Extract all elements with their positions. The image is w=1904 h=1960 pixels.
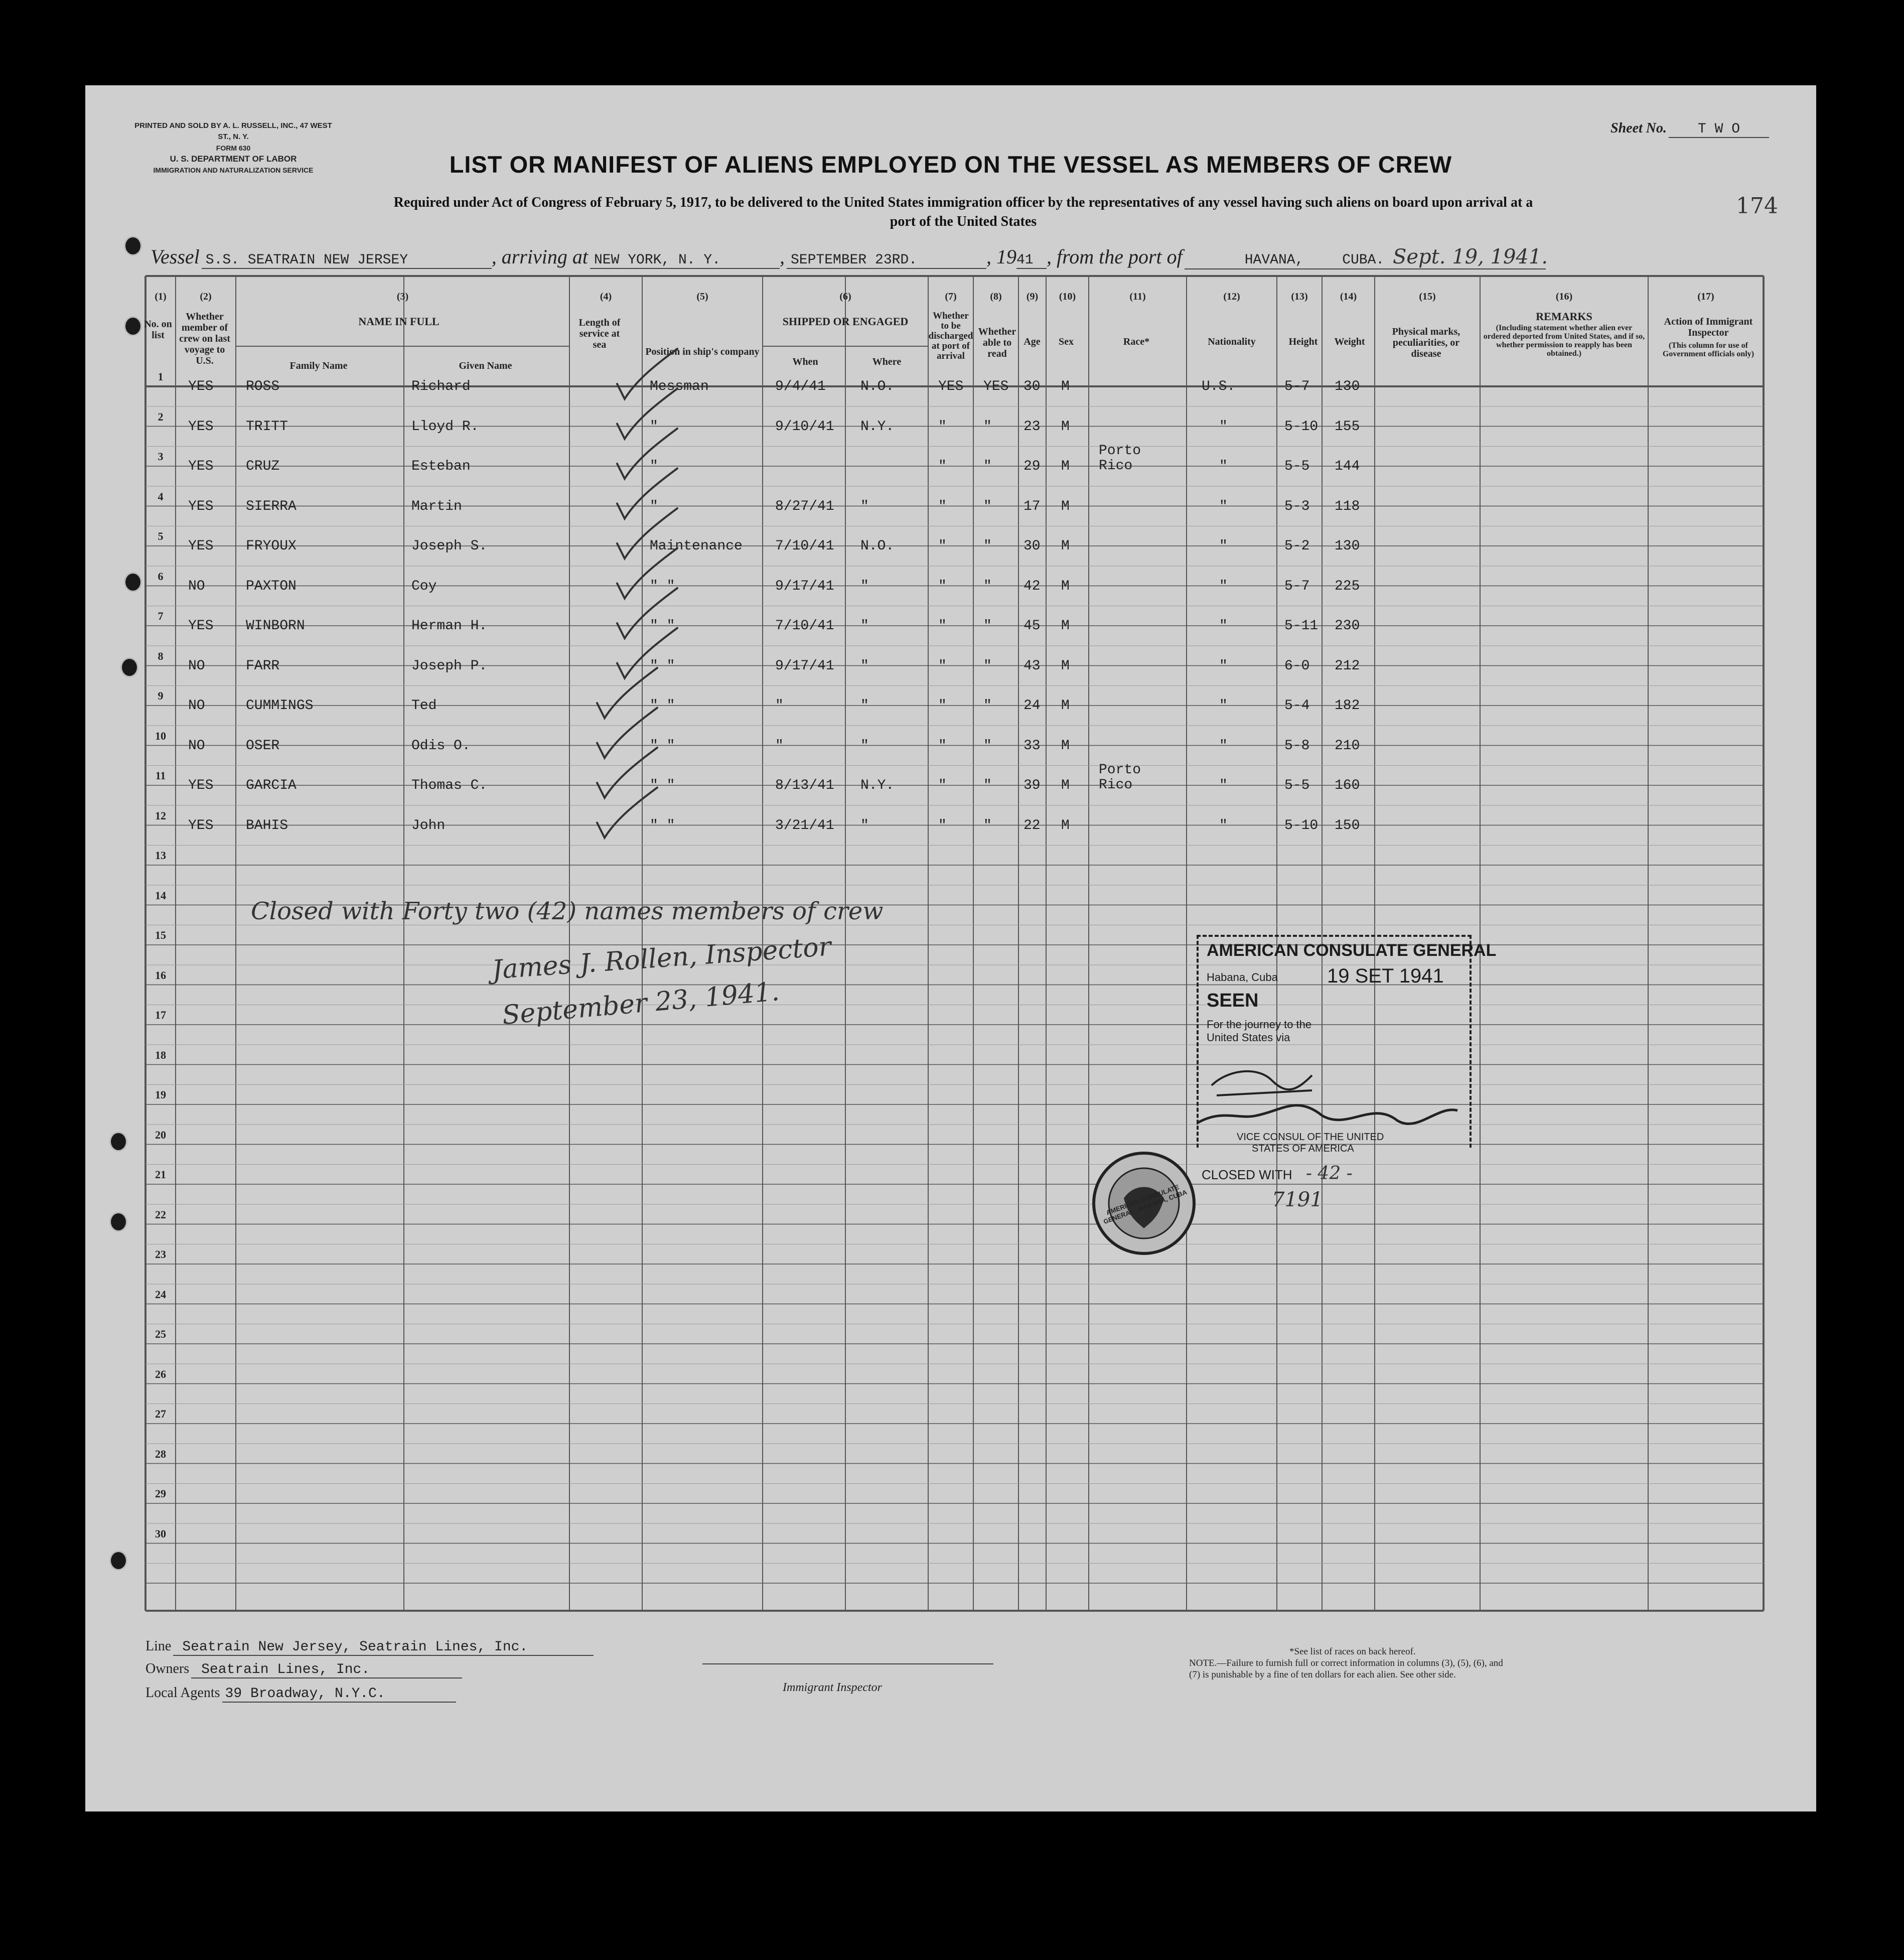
header-no-on-list: No. on list	[144, 319, 172, 341]
age-cell: 43	[1023, 658, 1041, 674]
footer-agents-label: Local Agents	[145, 1685, 220, 1701]
able-to-read-cell: "	[983, 817, 992, 833]
row-number: 19	[155, 1088, 166, 1101]
column-number-15: (15)	[1419, 291, 1436, 302]
position-cell: " "	[650, 698, 675, 714]
footer-line-label: Line	[145, 1638, 172, 1654]
inspector-signature: James J. Rollen, Inspector	[491, 931, 832, 986]
stamp-vice-consul-line-2: STATES OF AMERICA	[1252, 1143, 1354, 1154]
row-number: 16	[155, 968, 166, 982]
header-race: Race*	[1123, 336, 1150, 347]
stamp-journey-line-2: United States via	[1207, 1031, 1290, 1044]
position-cell: " "	[650, 618, 675, 634]
height-cell: 5-7	[1284, 379, 1310, 394]
age-cell: 33	[1023, 738, 1041, 754]
family-name-cell: GARCIA	[246, 778, 297, 793]
stamp-service-number: 7191	[1272, 1188, 1323, 1211]
sex-cell: M	[1061, 618, 1070, 634]
shipped-where-cell: N.O.	[860, 538, 895, 554]
sheet-value: T W O	[1669, 121, 1769, 138]
row-number: 13	[155, 849, 166, 862]
row-number: 4	[158, 490, 164, 503]
header-nationality: Nationality	[1208, 336, 1256, 347]
row-number: 14	[155, 889, 166, 902]
shipped-when-cell: 9/17/41	[775, 658, 834, 674]
binder-hole	[120, 657, 138, 677]
row-number: 24	[155, 1288, 166, 1301]
position-cell: " "	[650, 658, 675, 674]
sex-cell: M	[1061, 459, 1070, 474]
penalty-note-2: (7) is punishable by a fine of ten dollars for each alien. See other side.	[1189, 1669, 1456, 1680]
able-to-read-cell: "	[983, 538, 992, 554]
given-name-cell: Herman H.	[411, 618, 488, 634]
able-to-read-cell: "	[983, 498, 992, 514]
height-cell: 5-10	[1284, 817, 1319, 833]
row-number: 23	[155, 1248, 166, 1261]
column-number-7: (7)	[945, 291, 957, 302]
column-number-8: (8)	[990, 291, 1002, 302]
printer-line-4: IMMIGRATION AND NATURALIZATION SERVICE	[153, 166, 314, 174]
height-cell: 5-7	[1284, 578, 1310, 594]
inspector-date: September 23, 1941.	[501, 976, 781, 1031]
column-number-12: (12)	[1223, 291, 1240, 302]
footer-notes	[1189, 1646, 1741, 1681]
shipped-when-cell: "	[775, 698, 784, 714]
shipped-when-cell: 3/21/41	[775, 817, 834, 833]
nationality-cell: "	[1219, 778, 1228, 793]
column-number-16: (16)	[1555, 291, 1573, 302]
stamp-closed-label: CLOSED WITH	[1202, 1167, 1292, 1182]
shipped-where-cell: N.Y.	[860, 418, 895, 435]
row-number: 9	[158, 689, 164, 702]
given-name-cell: Odis O.	[411, 738, 471, 754]
nationality-cell: "	[1219, 538, 1228, 554]
page-title: LIST OR MANIFEST OF ALIENS EMPLOYED ON THE VESSEL AS MEMBERS OF CREW	[449, 151, 1452, 178]
given-name-cell: Ted	[411, 698, 437, 714]
position-cell: "	[650, 418, 658, 435]
header-shipped-engaged: SHIPPED OR ENGAGED	[782, 315, 909, 328]
age-cell: 45	[1023, 618, 1041, 634]
weight-cell: 230	[1335, 618, 1360, 634]
header-weight: Weight	[1334, 336, 1365, 347]
column-number-3: (3)	[396, 291, 409, 302]
discharged-cell: "	[938, 498, 947, 514]
shipped-where-cell: "	[860, 618, 869, 634]
last-voyage-cell: YES	[188, 618, 214, 634]
sheet-label: Sheet No.	[1610, 120, 1667, 136]
able-to-read-cell: "	[983, 738, 992, 754]
from-port: HAVANA,	[1244, 252, 1304, 268]
row-number: 28	[155, 1447, 166, 1460]
header-action-note: (This column for use of Government officials only)	[1662, 341, 1754, 358]
row-number: 25	[155, 1328, 166, 1340]
row-number: 8	[158, 649, 164, 662]
height-cell: 5-5	[1284, 459, 1310, 474]
stamp-closed-value: - 42 -	[1305, 1163, 1353, 1184]
row-number: 3	[158, 450, 164, 463]
height-cell: 5-11	[1284, 618, 1319, 634]
nationality-cell: "	[1219, 658, 1228, 674]
discharged-cell: YES	[938, 379, 964, 394]
header-length-service: Length of service at sea	[578, 317, 621, 350]
row-number: 22	[155, 1208, 166, 1221]
shipped-when-cell: 9/10/41	[775, 418, 834, 435]
subtitle-line-2: port of the United States	[890, 214, 1037, 229]
weight-cell: 150	[1335, 817, 1360, 833]
height-cell: 5-4	[1284, 698, 1310, 714]
discharged-cell: "	[938, 658, 947, 674]
arriving-label: , arriving at	[491, 245, 588, 268]
subtitle-line-1: Required under Act of Congress of February 5, 1917, to be delivered to the United States immigration officer by the representatives of any vessel having such aliens on board upon arrival at a	[393, 195, 1533, 210]
handwritten-sail-date: Sept. 19, 1941.	[1393, 245, 1548, 268]
stamp-vice-consul-line-1: VICE CONSUL OF THE UNITED	[1237, 1132, 1384, 1143]
stamp-journey	[1207, 1018, 1311, 1044]
age-cell: 24	[1023, 698, 1041, 714]
header-given-name: Given Name	[459, 360, 512, 371]
weight-cell: 182	[1335, 698, 1360, 714]
given-name-cell: Lloyd R.	[411, 418, 479, 435]
row-number: 29	[155, 1487, 166, 1500]
discharged-cell: "	[938, 459, 947, 474]
position-cell: Maintenance	[650, 538, 743, 554]
binder-hole	[109, 1551, 127, 1571]
footer-agents-value: 39 Broadway, N.Y.C.	[222, 1686, 456, 1703]
vessel-label: Vessel	[151, 245, 200, 268]
sex-cell: M	[1061, 778, 1070, 793]
nationality-cell: U.S.	[1202, 379, 1236, 394]
weight-cell: 212	[1335, 658, 1360, 674]
last-voyage-cell: YES	[188, 778, 214, 793]
nationality-cell: "	[1219, 618, 1228, 634]
consulate-stamp	[1197, 935, 1497, 1256]
nationality-cell: "	[1219, 817, 1228, 833]
weight-cell: 160	[1335, 778, 1360, 793]
weight-cell: 118	[1335, 498, 1360, 514]
header-when: When	[792, 356, 818, 367]
race-cell: Porto Rico	[1099, 762, 1141, 793]
column-number-4: (4)	[600, 291, 612, 302]
family-name-cell: CUMMINGS	[246, 698, 314, 714]
row-number: 7	[158, 610, 164, 622]
row-number: 26	[155, 1367, 166, 1380]
shipped-where-cell: N.Y.	[860, 778, 895, 793]
weight-cell: 225	[1335, 578, 1360, 594]
shipped-when-cell: 8/27/41	[775, 498, 834, 514]
manifest-sheet	[85, 85, 1816, 1811]
footer-inspector-label: Immigrant Inspector	[783, 1681, 882, 1694]
sex-cell: M	[1061, 817, 1070, 833]
weight-cell: 210	[1335, 738, 1360, 754]
able-to-read-cell: "	[983, 618, 992, 634]
binder-hole	[109, 1212, 127, 1232]
position-cell: "	[650, 459, 658, 474]
stamp-closed-with	[1202, 1163, 1353, 1184]
age-cell: 30	[1023, 538, 1041, 554]
from-country: CUBA.	[1342, 252, 1385, 268]
given-name-cell: Joseph P.	[411, 658, 488, 674]
discharged-cell: "	[938, 778, 947, 793]
position-cell: " "	[650, 817, 675, 833]
able-to-read-cell: "	[983, 578, 992, 594]
header-height: Height	[1288, 336, 1318, 347]
given-name-cell: John	[411, 817, 446, 833]
nationality-cell: "	[1219, 738, 1228, 754]
sex-cell: M	[1061, 498, 1070, 514]
sex-cell: M	[1061, 418, 1070, 435]
from-label: , from the port of	[1047, 245, 1183, 268]
row-number: 15	[155, 929, 166, 941]
given-name-cell: Thomas C.	[411, 778, 488, 793]
family-name-cell: FARR	[246, 658, 280, 674]
position-cell: "	[650, 498, 658, 514]
row-number: 21	[155, 1168, 166, 1181]
column-number-1: (1)	[155, 291, 167, 302]
footer-owners	[145, 1661, 462, 1678]
row-number: 1	[158, 370, 164, 383]
binder-hole	[124, 236, 142, 256]
header-physical-marks: Physical marks, peculiarities, or disease	[1392, 326, 1460, 359]
age-cell: 29	[1023, 459, 1041, 474]
shipped-when-cell: "	[775, 738, 784, 754]
nationality-cell: "	[1219, 498, 1228, 514]
family-name-cell: ROSS	[246, 379, 280, 394]
weight-cell: 144	[1335, 459, 1360, 474]
column-number-13: (13)	[1291, 291, 1308, 302]
header-action-inspector: Action of Immigrant Inspector	[1664, 316, 1753, 338]
inspector-signature-line	[702, 1663, 993, 1664]
weight-cell: 130	[1335, 538, 1360, 554]
position-cell: " "	[650, 578, 675, 594]
age-cell: 22	[1023, 817, 1041, 833]
header-remarks-note: (Including statement whether alien ever ordered deported from United States, and if so, whether permission to reapply has been obtained.)	[1483, 324, 1645, 358]
nationality-cell: "	[1219, 418, 1228, 435]
row-number: 12	[155, 809, 166, 822]
given-name-cell: Joseph S.	[411, 538, 488, 554]
height-cell: 5-2	[1284, 538, 1310, 554]
position-cell: " "	[650, 738, 675, 754]
family-name-cell: PAXTON	[246, 578, 297, 594]
stamp-seen: SEEN	[1207, 990, 1259, 1011]
checkmark-icon	[617, 349, 677, 399]
family-name-cell: TRITT	[246, 418, 288, 435]
row-number: 30	[155, 1527, 166, 1540]
age-cell: 23	[1023, 418, 1041, 435]
printer-line-3: U. S. DEPARTMENT OF LABOR	[170, 154, 297, 164]
discharged-cell: "	[938, 418, 947, 435]
position-cell: Messman	[650, 379, 709, 394]
column-number-2: (2)	[200, 291, 212, 302]
last-voyage-cell: YES	[188, 538, 214, 554]
footer-owners-value: Seatrain Lines, Inc.	[191, 1662, 462, 1678]
able-to-read-cell: "	[983, 658, 992, 674]
discharged-cell: "	[938, 578, 947, 594]
shipped-where-cell: "	[860, 578, 869, 594]
header-remarks: REMARKS	[1536, 310, 1592, 323]
stamp-service	[1202, 1188, 1323, 1211]
height-cell: 6-0	[1284, 658, 1310, 674]
nationality-cell: "	[1219, 698, 1228, 714]
row-number: 17	[155, 1009, 166, 1021]
arrival-date: SEPTEMBER 23RD.	[787, 252, 986, 269]
row-number: 2	[158, 410, 164, 423]
sex-cell: M	[1061, 738, 1070, 754]
row-number: 27	[155, 1408, 166, 1420]
age-cell: 39	[1023, 778, 1041, 793]
consul-signature	[1197, 1045, 1478, 1146]
able-to-read-cell: "	[983, 778, 992, 793]
discharged-cell: "	[938, 698, 947, 714]
shipped-where-cell: N.O.	[860, 379, 895, 394]
shipped-when-cell: 7/10/41	[775, 538, 834, 554]
row-number: 18	[155, 1048, 166, 1061]
stamp-vice-consul	[1237, 1132, 1384, 1155]
shipped-when-cell: 9/17/41	[775, 578, 834, 594]
height-cell: 5-10	[1284, 418, 1319, 435]
last-voyage-cell: NO	[188, 578, 205, 594]
age-cell: 42	[1023, 578, 1041, 594]
sex-cell: M	[1061, 658, 1070, 674]
binder-hole	[109, 1132, 127, 1152]
shipped-when-cell: 9/4/41	[775, 379, 826, 394]
able-to-read-cell: "	[983, 418, 992, 435]
inspector-checkmarks	[85, 85, 1816, 1811]
family-name-cell: WINBORN	[246, 618, 305, 634]
header-sex: Sex	[1059, 336, 1074, 347]
discharged-cell: "	[938, 738, 947, 754]
printer-line-2: FORM 630	[216, 144, 251, 152]
column-number-6: (6)	[839, 291, 851, 302]
shipped-where-cell: "	[860, 698, 869, 714]
header-where: Where	[872, 356, 902, 367]
closing-note: Closed with Forty two (42) names members of crew	[251, 897, 884, 925]
stamp-title: AMERICAN CONSULATE GENERAL	[1207, 941, 1497, 960]
column-number-11: (11)	[1129, 291, 1146, 302]
sex-cell: M	[1061, 538, 1070, 554]
nationality-cell: "	[1219, 459, 1228, 474]
height-cell: 5-8	[1284, 738, 1310, 754]
discharged-cell: "	[938, 618, 947, 634]
row-number: 20	[155, 1128, 166, 1141]
header-last-voyage: Whether member of crew on last voyage to U.S.	[179, 311, 230, 366]
shipped-where-cell: "	[860, 738, 869, 754]
shipped-where-cell: "	[860, 817, 869, 833]
stamp-date: 19 SET 1941	[1327, 965, 1444, 987]
header-discharged: Whether to be discharged at port of arrival	[928, 311, 973, 361]
family-name-cell: BAHIS	[246, 817, 288, 833]
last-voyage-cell: YES	[188, 379, 214, 394]
column-number-10: (10)	[1059, 291, 1076, 302]
penalty-note-1: NOTE.—Failure to furnish full or correct information in columns (3), (5), (6), and	[1189, 1658, 1503, 1668]
family-name-cell: FRYOUX	[246, 538, 297, 554]
shipped-where-cell: "	[860, 658, 869, 674]
vessel-name: S.S. SEATRAIN NEW JERSEY	[202, 252, 492, 269]
binder-hole	[124, 316, 142, 336]
height-cell: 5-3	[1284, 498, 1310, 514]
family-name-cell: SIERRA	[246, 498, 297, 514]
age-cell: 17	[1023, 498, 1041, 514]
vessel-line: Vessel S.S. SEATRAIN NEW JERSEY , arriving at NEW YORK, N. Y. , SEPTEMBER 23RD. , 1941 , from the port of HAVANA, CUBA. Sept. 19, 1941.	[151, 245, 1548, 268]
height-cell: 5-5	[1284, 778, 1310, 793]
consulate-seal	[1089, 1148, 1199, 1258]
footer-line	[145, 1638, 594, 1656]
printer-line-1: PRINTED AND SOLD BY A. L. RUSSELL, INC., 47 WEST ST., N. Y.	[134, 121, 332, 141]
row-number: 5	[158, 530, 164, 542]
shipped-where-cell: "	[860, 498, 869, 514]
discharged-cell: "	[938, 817, 947, 833]
last-voyage-cell: NO	[188, 738, 205, 754]
header-name-in-full: NAME IN FULL	[358, 315, 440, 328]
binder-hole	[124, 572, 142, 592]
sex-cell: M	[1061, 379, 1070, 394]
stamp-place: Habana, Cuba	[1207, 971, 1278, 984]
footer-agents	[145, 1685, 456, 1703]
footer-line-value: Seatrain New Jersey, Seatrain Lines, Inc.	[173, 1639, 594, 1656]
last-voyage-cell: YES	[188, 418, 214, 435]
year-suffix: 41	[1016, 252, 1047, 269]
shipped-when-cell: 7/10/41	[775, 618, 834, 634]
page-number: 174	[1736, 193, 1778, 219]
arriving-port: NEW YORK, N. Y.	[590, 252, 780, 269]
column-number-9: (9)	[1026, 291, 1039, 302]
sex-cell: M	[1061, 698, 1070, 714]
header-age: Age	[1023, 336, 1041, 347]
given-name-cell: Coy	[411, 578, 437, 594]
seal-text: AMERICAN CONSULATE GENERAL · HABANA, CUBA	[1102, 1183, 1188, 1226]
row-number: 10	[155, 729, 166, 742]
last-voyage-cell: YES	[188, 817, 214, 833]
given-name-cell: Richard	[411, 379, 471, 394]
sex-cell: M	[1061, 578, 1070, 594]
last-voyage-cell: YES	[188, 498, 214, 514]
header-family-name: Family Name	[289, 360, 348, 371]
last-voyage-cell: YES	[188, 459, 214, 474]
last-voyage-cell: NO	[188, 698, 205, 714]
weight-cell: 130	[1335, 379, 1360, 394]
header-able-read: Whether able to read	[978, 326, 1016, 359]
weight-cell: 155	[1335, 418, 1360, 435]
column-number-5: (5)	[696, 291, 708, 302]
header-position: Position in ship's company	[645, 346, 760, 357]
column-number-14: (14)	[1340, 291, 1357, 302]
discharged-cell: "	[938, 538, 947, 554]
races-note: *See list of races on back hereof.	[1289, 1646, 1416, 1657]
column-number-17: (17)	[1697, 291, 1714, 302]
family-name-cell: CRUZ	[246, 459, 280, 474]
able-to-read-cell: "	[983, 698, 992, 714]
year-prefix: , 19	[986, 245, 1016, 268]
footer-owners-label: Owners	[145, 1661, 190, 1676]
given-name-cell: Martin	[411, 498, 462, 514]
able-to-read-cell: "	[983, 459, 992, 474]
age-cell: 30	[1023, 379, 1041, 394]
family-name-cell: OSER	[246, 738, 280, 754]
stamp-journey-line-1: For the journey to the	[1207, 1018, 1312, 1031]
race-cell: Porto Rico	[1099, 443, 1141, 474]
able-to-read-cell: YES	[983, 379, 1009, 394]
nationality-cell: "	[1219, 578, 1228, 594]
shipped-when-cell: 8/13/41	[775, 778, 834, 793]
position-cell: " "	[650, 778, 675, 793]
last-voyage-cell: NO	[188, 658, 205, 674]
row-number: 11	[155, 769, 166, 782]
row-number: 6	[158, 570, 164, 583]
given-name-cell: Esteban	[411, 459, 471, 474]
